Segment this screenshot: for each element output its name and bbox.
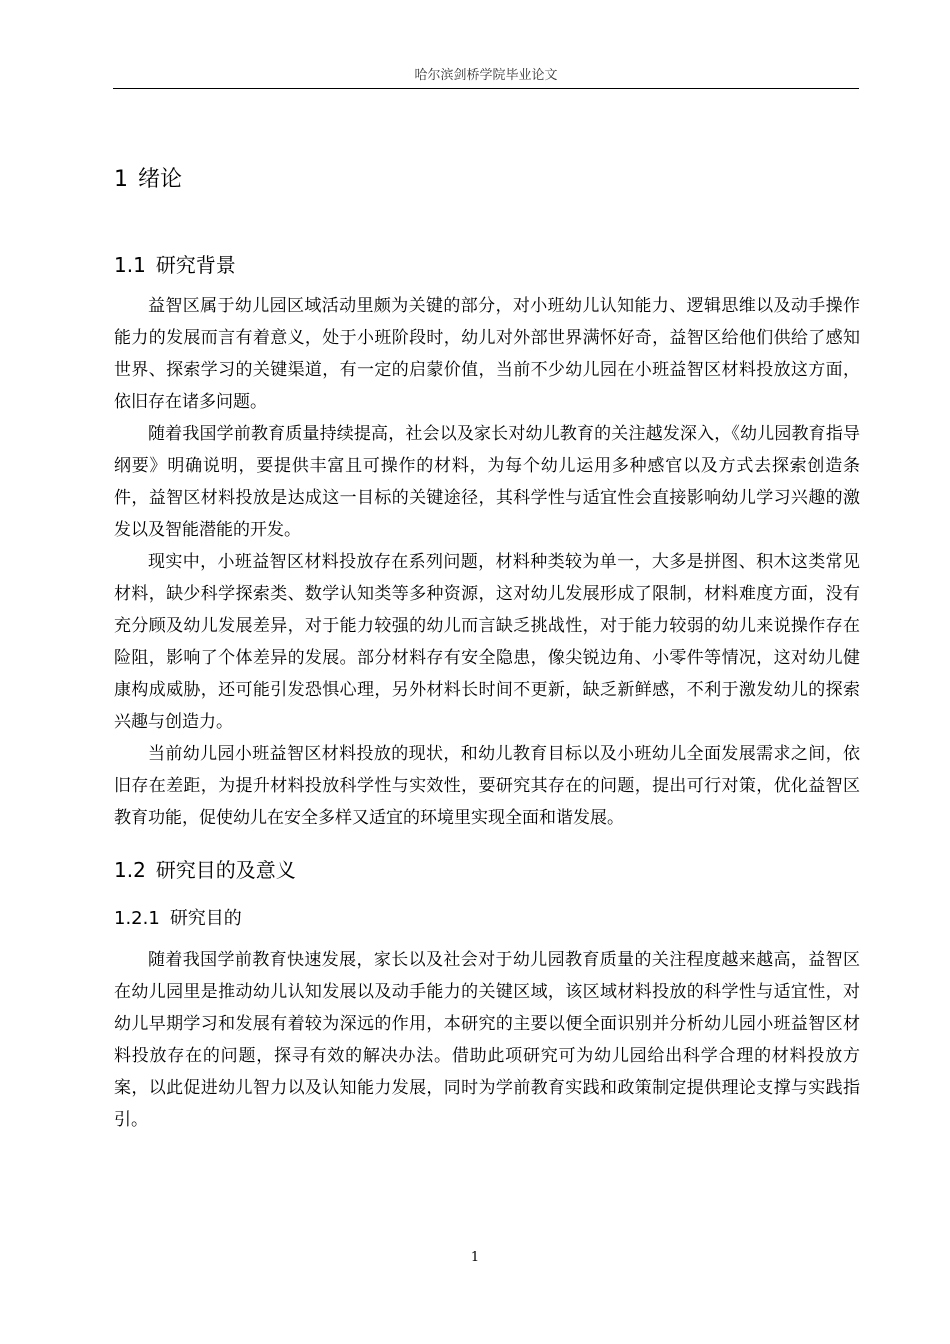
section-1-1-body xyxy=(114,290,860,834)
section-heading-1-2 xyxy=(114,854,860,883)
subsection-number: 1.2.1 xyxy=(114,908,160,929)
subsection-title: 研究目的 xyxy=(169,908,242,929)
paragraph: 现实中，小班益智区材料投放存在系列问题，材料种类较为单一，大多是拼图、积木这类常见材料，缺少科学探索类、数学认知类等多种资源，这对幼儿发展形成了限制，材料难度方面，没有充分顾及幼儿发展差异，对于能力较强的幼儿而言缺乏挑战性，对于能力较弱的幼儿来说操作存在险阻，影响了个体差异的发展。部分材料存有安全隐患，像尖锐边角、小零件等情况，这对幼儿健康构成威胁，还可能引发恐惧心理，另外材料长时间不更新，缺乏新鲜感，不利于激发幼儿的探索兴趣与创造力。 xyxy=(114,552,860,732)
section-1-2-1-body xyxy=(114,944,860,1136)
page-header: 哈尔滨剑桥学院毕业论文 xyxy=(414,68,558,83)
chapter-number: 1 xyxy=(114,167,128,192)
section-title: 研究背景 xyxy=(155,253,236,277)
section-number: 1.1 xyxy=(114,253,146,277)
section-number: 1.2 xyxy=(114,858,146,882)
paragraph: 随着我国学前教育快速发展，家长以及社会对于幼儿园教育质量的关注程度越来越高，益智区在幼儿园里是推动幼儿认知发展以及动手能力的关键区域，该区域材料投放的科学性与适宜性，对幼儿早期学习和发展有着较为深远的作用，本研究的主要以便全面识别并分析幼儿园小班益智区材料投放存在的问题，探寻有效的解决办法。借助此项研究可为幼儿园给出科学合理的材料投放方案，以此促进幼儿智力以及认知能力发展，同时为学前教育实践和政策制定提供理论支撑与实践指引。 xyxy=(114,950,860,1130)
paragraph: 随着我国学前教育质量持续提高，社会以及家长对幼儿教育的关注越发深入，《幼儿园教育指导纲要》明确说明，要提供丰富且可操作的材料，为每个幼儿运用多种感官以及方式去探索创造条件，益智区材料投放是达成这一目标的关键途径，其科学性与适宜性会直接影响幼儿学习兴趣的激发以及智能潜能的开发。 xyxy=(114,424,860,540)
paragraph: 当前幼儿园小班益智区材料投放的现状，和幼儿教育目标以及小班幼儿全面发展需求之间，依旧存在差距，为提升材料投放科学性与实效性，要研究其存在的问题，提出可行对策，优化益智区教育功能，促使幼儿在安全多样又适宜的环境里实现全面和谐发展。 xyxy=(114,744,860,828)
header-divider xyxy=(113,88,859,89)
section-heading-1-1 xyxy=(114,249,860,278)
section-title: 研究目的及意义 xyxy=(155,858,296,882)
paragraph: 益智区属于幼儿园区域活动里颇为关键的部分，对小班幼儿认知能力、逻辑思维以及动手操作能力的发展而言有着意义，处于小班阶段时，幼儿对外部世界满怀好奇，益智区给他们供给了感知世界、探索学习的关键渠道，有一定的启蒙价值，当前不少幼儿园在小班益智区材料投放这方面，依旧存在诸多问题。 xyxy=(114,296,860,412)
chapter-title: 绪论 xyxy=(138,167,183,192)
subsection-heading-1-2-1 xyxy=(114,904,860,930)
chapter-heading xyxy=(114,162,860,193)
page-number: 1 xyxy=(470,1250,480,1265)
